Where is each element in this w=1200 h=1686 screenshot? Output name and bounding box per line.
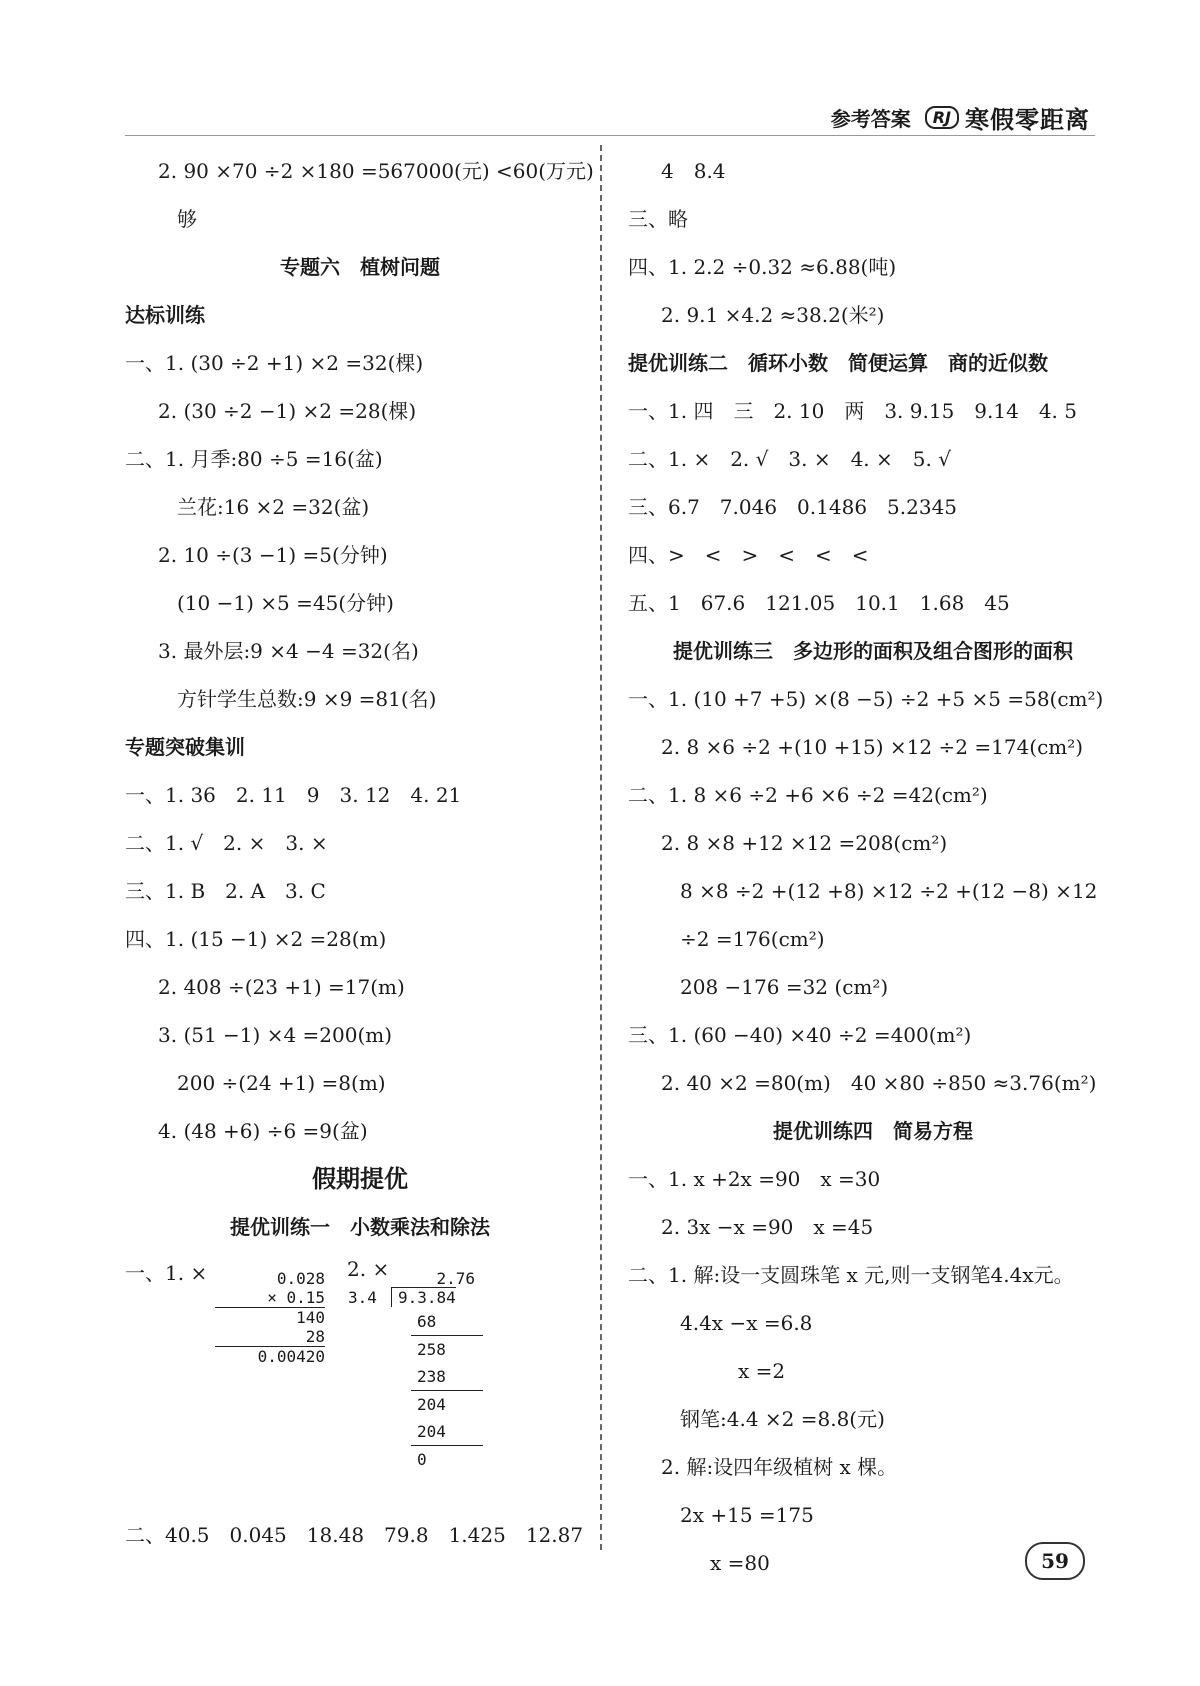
dividend: 9.3.84 <box>391 1287 456 1307</box>
divisor: 3.4 <box>348 1288 377 1307</box>
answer-line: 2x +15 =175 <box>680 1503 814 1527</box>
answer-label-1: 一、1. × <box>125 1261 208 1285</box>
answer-line: 208 −176 =32 (cm²) <box>680 975 889 999</box>
mul-row: 140 <box>296 1308 325 1327</box>
answer-line: 假期提优 <box>312 1165 408 1193</box>
answer-line: 五、1 67.6 121.05 10.1 1.68 45 <box>628 591 1010 615</box>
mul-row: 28 <box>215 1327 325 1347</box>
answer-line: 2. 40 ×2 =80(m) 40 ×80 ÷850 ≈3.76(m²) <box>661 1071 1097 1095</box>
answer-line: 2. 90 ×70 ÷2 ×180 =567000(元) <60(万元) <box>158 159 594 183</box>
answer-line: 200 ÷(24 +1) =8(m) <box>177 1071 386 1095</box>
multiplication-work <box>215 1269 325 1366</box>
answer-line: 够 <box>177 207 197 231</box>
answer-line: 3. 最外层:9 ×4 −4 =32(名) <box>158 639 419 663</box>
left-column <box>125 153 595 1565</box>
answer-line: 提优训练一 小数乘法和除法 <box>230 1215 490 1239</box>
answer-line: 四、1. 2.2 ÷0.32 ≈6.88(吨) <box>628 255 897 279</box>
answer-line: 2. 8 ×8 +12 ×12 =208(cm²) <box>661 831 948 855</box>
left-lines <box>125 153 595 1257</box>
answer-line: 4. (48 +6) ÷6 =9(盆) <box>158 1119 368 1143</box>
answer-line: 2. 10 ÷(3 −1) =5(分钟) <box>158 543 388 567</box>
answer-line: 三、6.7 7.046 0.1486 5.2345 <box>628 495 958 519</box>
answer-line: 二、1. 月季:80 ÷5 =16(盆) <box>125 447 383 471</box>
answer-line: 方针学生总数:9 ×9 =81(名) <box>177 687 437 711</box>
answer-line: 专题突破集训 <box>125 735 245 759</box>
answer-line: 一、1. 36 2. 11 9 3. 12 4. 21 <box>125 783 462 807</box>
header-rule <box>125 135 1095 136</box>
division-step: 238 <box>411 1363 483 1391</box>
quotient: 2.76 <box>436 1269 475 1288</box>
answer-line: 2. 解:设四年级植树 x 棵。 <box>661 1455 898 1479</box>
answer-line: 一、1. x +2x =90 x =30 <box>628 1167 881 1191</box>
answer-line: x =80 <box>710 1551 770 1575</box>
mul-row: × 0.15 <box>215 1288 325 1308</box>
division-step: 258 <box>417 1340 446 1359</box>
division-step: 204 <box>411 1418 483 1446</box>
answer-line: 2. 9.1 ×4.2 ≈38.2(米²) <box>661 303 885 327</box>
brand-logo: 寒假零距离 <box>965 106 1090 134</box>
answer-line: 3. (51 −1) ×4 =200(m) <box>158 1023 393 1047</box>
answer-line: ÷2 =176(cm²) <box>680 927 825 951</box>
division-step: 68 <box>411 1308 483 1336</box>
answer-line: 二、1. × 2. √ 3. × 4. × 5. √ <box>628 447 951 471</box>
division-step: 204 <box>417 1395 446 1414</box>
page-number: 59 <box>1025 1542 1085 1580</box>
right-lines <box>628 153 1118 1593</box>
answer-line: 达标训练 <box>125 303 205 327</box>
division-work <box>348 1269 483 1473</box>
answer-line: (10 −1) ×5 =45(分钟) <box>177 591 394 615</box>
answer-line: 四、1. (15 −1) ×2 =28(m) <box>125 927 387 951</box>
answer-line: 二、1. 8 ×6 ÷2 +6 ×6 ÷2 =42(cm²) <box>628 783 988 807</box>
header-label: 参考答案 <box>830 107 911 131</box>
answer-line: 一、1. (30 ÷2 +1) ×2 =32(棵) <box>125 351 424 375</box>
answer-line: 兰花:16 ×2 =32(盆) <box>177 495 370 519</box>
answer-line: 2. 3x −x =90 x =45 <box>661 1215 874 1239</box>
answer-line: 二、40.5 0.045 18.48 79.8 1.425 12.87 <box>125 1523 584 1547</box>
answer-line: 提优训练二 循环小数 简便运算 商的近似数 <box>628 351 1048 375</box>
answer-line: 2. 408 ÷(23 +1) =17(m) <box>158 975 405 999</box>
answer-line: 2. (30 ÷2 −1) ×2 =28(棵) <box>158 399 417 423</box>
answer-line: 8 ×8 ÷2 +(12 +8) ×12 ÷2 +(12 −8) ×12 <box>680 879 1098 903</box>
answer-line: 2. 8 ×6 ÷2 +(10 +15) ×12 ÷2 =174(cm²) <box>661 735 1084 759</box>
page-header <box>831 100 1090 135</box>
answer-line: 一、1. 四 三 2. 10 两 3. 9.15 9.14 4. 5 <box>628 399 1077 423</box>
answer-line: 提优训练三 多边形的面积及组合图形的面积 <box>673 639 1073 663</box>
rj-badge: RJ <box>925 106 959 129</box>
arithmetic-block <box>125 1257 595 1517</box>
answer-line: 提优训练四 简易方程 <box>773 1119 973 1143</box>
mul-row: 0.00420 <box>257 1347 325 1366</box>
mul-row: 0.028 <box>276 1269 325 1288</box>
division-step: 0 <box>417 1450 427 1469</box>
answer-line: 钢笔:4.4 ×2 =8.8(元) <box>680 1407 885 1431</box>
answer-line: 二、1. 解:设一支圆珠笔 x 元,则一支钢笔4.4x元。 <box>628 1263 1074 1287</box>
answer-line: 4 8.4 <box>661 159 726 183</box>
answer-line: 一、1. (10 +7 +5) ×(8 −5) ÷2 +5 ×5 =58(cm²) <box>628 687 1104 711</box>
answer-line: 三、略 <box>628 207 688 231</box>
answer-line: x =2 <box>738 1359 786 1383</box>
answer-line: 专题六 植树问题 <box>280 255 440 279</box>
answer-line: 三、1. B 2. A 3. C <box>125 879 326 903</box>
dividend-row <box>348 1288 483 1308</box>
column-divider <box>600 145 602 1550</box>
right-column <box>628 153 1118 1593</box>
answer-line: 四、> < > < < < <box>628 543 869 567</box>
answer-line: 三、1. (60 −40) ×40 ÷2 =400(m²) <box>628 1023 972 1047</box>
answer-line: 4.4x −x =6.8 <box>680 1311 813 1335</box>
answer-label-2: 2. × <box>347 1257 390 1281</box>
answer-line: 二、1. √ 2. × 3. × <box>125 831 328 855</box>
